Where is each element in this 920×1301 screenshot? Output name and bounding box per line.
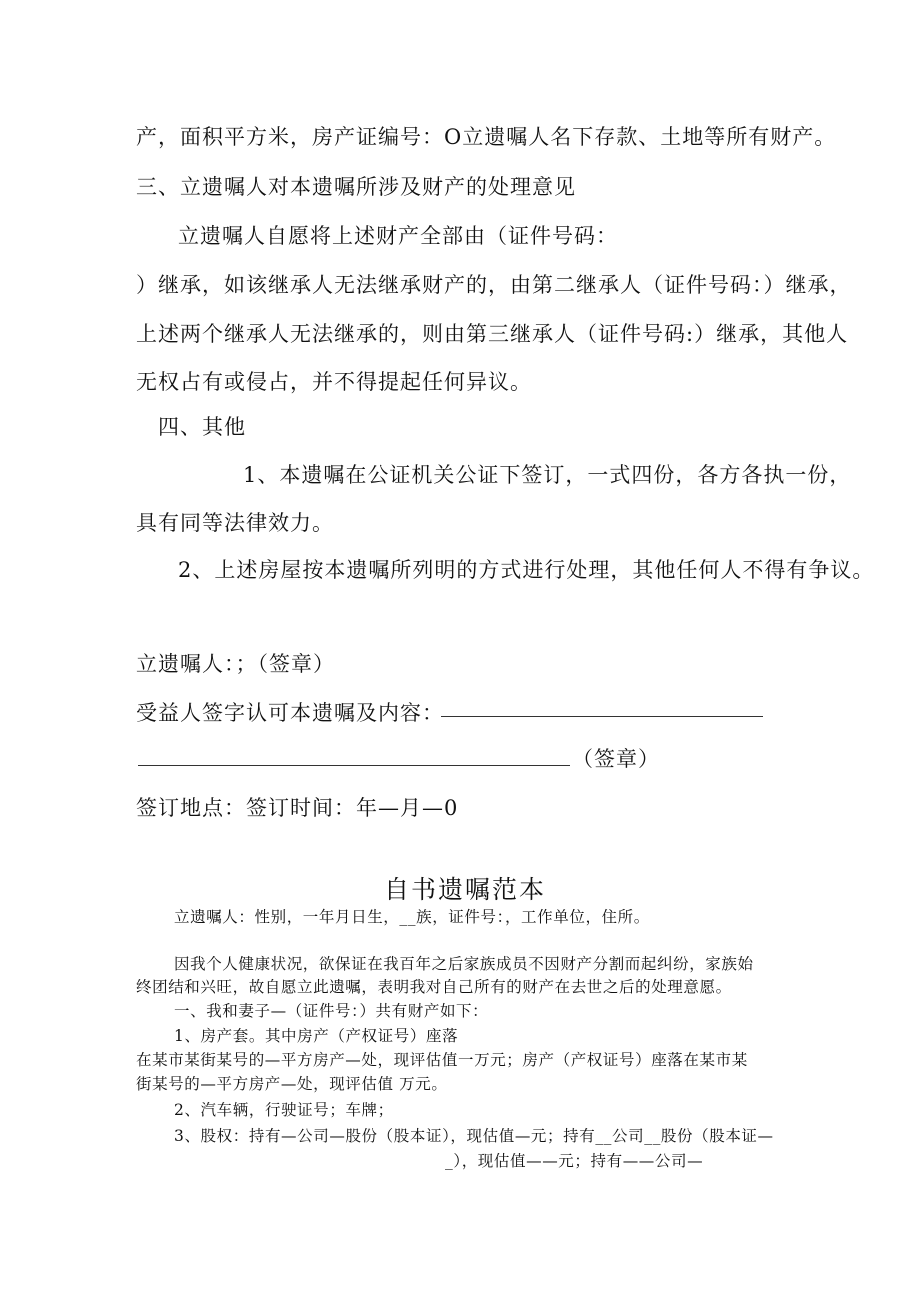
intro-line: 立遗嘱人：性别，一年月日生，__族，证件号：，工作单位，住所。 xyxy=(174,908,650,926)
house-line: 1、房产套。其中房产（产权证号）座落 xyxy=(174,1027,459,1045)
item-heading: 一、我和妻子—（证件号：）共有财产如下： xyxy=(174,1002,489,1020)
item-two-line: 2、上述房屋按本遗嘱所列明的方式进行处理，其他任何人不得有争议。 xyxy=(178,558,875,582)
testator-signature-line: 立遗嘱人：；（签章） xyxy=(136,652,335,676)
paragraph-line: 无权占有或侵占，并不得提起任何异议。 xyxy=(136,370,532,394)
stock-line: 3、股权：持有—公司—股份（股本证），现估值—元；持有__公司__股份（股本证— xyxy=(174,1127,774,1145)
stock-line: _），现估值——元；持有——公司— xyxy=(445,1152,704,1170)
paragraph-line: ）继承，如该继承人无法继承财产的，由第二继承人（证件号码：）继承， xyxy=(136,273,852,297)
section-four-heading: 四、其他 xyxy=(158,415,246,439)
car-line: 2、汽车辆，行驶证号；车牌； xyxy=(174,1101,394,1119)
item-one-line: 1、本遗嘱在公证机关公证下签订，一式四份，各方各执一份， xyxy=(243,463,852,487)
beneficiary-signature-label: 受益人签字认可本遗嘱及内容： xyxy=(136,701,444,725)
seal-label: （签章） xyxy=(572,747,660,771)
paragraph-line: 因我个人健康状况，欲保证在我百年之后家族成员不因财产分割而起纠纷，家族始 xyxy=(174,955,754,973)
paragraph-line: 终团结和兴旺，故自愿立此遗嘱，表明我对自己所有的财产在去世之后的处理意愿。 xyxy=(136,978,732,996)
text-line-property: 产，面积平方米，房产证编号：O立遗嘱人名下存款、土地等所有财产。 xyxy=(136,125,837,149)
section-three-heading: 三、立遗嘱人对本遗嘱所涉及财产的处理意见 xyxy=(136,175,576,199)
paragraph-line: 立遗嘱人自愿将上述财产全部由（证件号码： xyxy=(178,224,618,248)
house-line: 在某市某街某号的—平方房产—处，现评估值一万元；房产（产权证号）座落在某市某 xyxy=(136,1051,748,1069)
item-one-line: 具有同等法律效力。 xyxy=(136,511,334,535)
beneficiary-signature-blank xyxy=(441,716,763,717)
page-title: 自书遗嘱范本 xyxy=(384,875,547,904)
signature-blank xyxy=(138,765,570,766)
place-time-line: 签订地点：签订时间：年—月—0 xyxy=(136,796,459,820)
paragraph-line: 上述两个继承人无法继承的，则由第三继承人（证件号码:）继承，其他人 xyxy=(136,322,849,346)
house-line: 街某号的—平方房产—处，现评估值 万元。 xyxy=(136,1075,448,1093)
